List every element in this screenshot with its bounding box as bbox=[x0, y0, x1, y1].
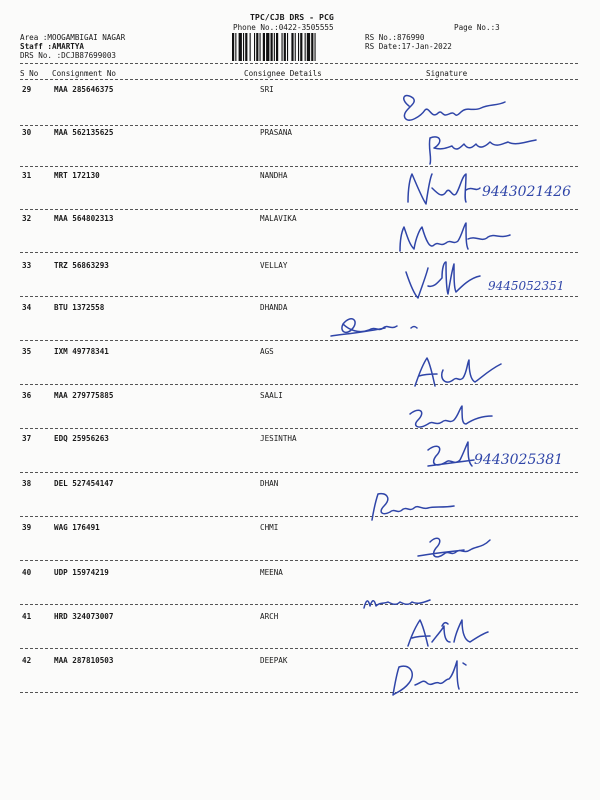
row-consignment: MAA 285646375 bbox=[54, 85, 114, 94]
barcode-bar bbox=[298, 33, 299, 61]
row-consignment: MAA 562135625 bbox=[54, 128, 114, 137]
row-consignee: SRI bbox=[260, 85, 274, 94]
barcode-bar bbox=[260, 33, 261, 61]
row-consignee: SAALI bbox=[260, 391, 283, 400]
barcode-bar bbox=[245, 33, 247, 61]
row-sno: 42 bbox=[22, 656, 32, 665]
barcode-bar bbox=[305, 33, 306, 61]
row-separator bbox=[20, 692, 578, 693]
barcode-bar bbox=[287, 33, 288, 61]
row-sno: 32 bbox=[22, 214, 32, 223]
page-number: Page No.:3 bbox=[454, 23, 500, 32]
signature-phone: 9445052351 bbox=[488, 279, 565, 293]
row-consignee: AGS bbox=[260, 347, 274, 356]
row-consignee: CHMI bbox=[260, 523, 279, 532]
row-sno: 39 bbox=[22, 523, 32, 532]
barcode-bar bbox=[235, 33, 236, 61]
row-sno: 37 bbox=[22, 434, 32, 443]
header-separator bbox=[20, 63, 578, 64]
row-sno: 34 bbox=[22, 303, 32, 312]
row-sno: 40 bbox=[22, 568, 32, 577]
barcode-bar bbox=[250, 33, 251, 61]
barcode-bar bbox=[254, 33, 255, 61]
signature-nandha bbox=[400, 168, 585, 212]
phone-number: Phone No.:0422-3505555 bbox=[233, 23, 334, 32]
signature-meena bbox=[358, 592, 448, 614]
barcode-bar bbox=[256, 33, 258, 61]
row-sno: 31 bbox=[22, 171, 32, 180]
row-consignment: IXM 49778341 bbox=[54, 347, 109, 356]
row-consignment: TRZ 56863293 bbox=[54, 261, 109, 270]
barcode-bar bbox=[307, 33, 310, 61]
col-consignee: Consignee Details bbox=[244, 69, 322, 78]
row-consignment: MRT 172130 bbox=[54, 171, 100, 180]
signature-chmi bbox=[410, 528, 500, 566]
row-consignee: JESINTHA bbox=[260, 434, 297, 443]
signature-phone: 9443021426 bbox=[482, 184, 572, 200]
col-sno: S No bbox=[20, 69, 39, 78]
staff-label: Staff :AMARTYA bbox=[20, 42, 85, 51]
barcode-bar bbox=[291, 33, 293, 61]
row-consignee: NANDHA bbox=[260, 171, 288, 180]
row-consignee: MALAVIKA bbox=[260, 214, 297, 223]
barcode-bar bbox=[282, 33, 283, 61]
row-consignment: EDQ 25956263 bbox=[54, 434, 109, 443]
barcode-bar bbox=[300, 33, 302, 61]
signature-vellay bbox=[398, 258, 583, 304]
row-separator bbox=[20, 604, 578, 605]
row-sno: 30 bbox=[22, 128, 32, 137]
barcode-bar bbox=[276, 33, 278, 61]
row-separator bbox=[20, 516, 578, 517]
table-row bbox=[0, 520, 600, 564]
col-signature: Signature bbox=[426, 69, 468, 78]
table-row bbox=[0, 653, 600, 697]
signature-dhanda bbox=[325, 302, 445, 346]
barcode-bar bbox=[274, 33, 275, 61]
rs-number: RS No.:876990 bbox=[365, 33, 425, 42]
row-sno: 36 bbox=[22, 391, 32, 400]
row-consignee: VELLAY bbox=[260, 261, 288, 270]
row-consignment: HRD 324073007 bbox=[54, 612, 114, 621]
signature-malavika bbox=[392, 215, 522, 259]
row-consignee: DHANDA bbox=[260, 303, 288, 312]
row-sno: 33 bbox=[22, 261, 32, 270]
barcode-bar bbox=[239, 33, 242, 61]
table-row bbox=[0, 300, 600, 344]
row-consignee: PRASANA bbox=[260, 128, 293, 137]
row-consignee: MEENA bbox=[260, 568, 283, 577]
barcode-bar bbox=[311, 33, 313, 61]
row-consignment: DEL 527454147 bbox=[54, 479, 114, 488]
signature-jesintha bbox=[418, 436, 598, 480]
row-consignment: BTU 1372558 bbox=[54, 303, 105, 312]
column-separator bbox=[20, 79, 578, 80]
row-sno: 41 bbox=[22, 612, 32, 621]
barcode-bar bbox=[266, 33, 269, 61]
row-separator bbox=[20, 166, 578, 167]
row-consignee: ARCH bbox=[260, 612, 279, 621]
signature-arch bbox=[398, 612, 498, 652]
row-sno: 29 bbox=[22, 85, 32, 94]
row-consignee: DEEPAK bbox=[260, 656, 288, 665]
signature-phone: 9443025381 bbox=[474, 452, 564, 468]
barcode bbox=[231, 33, 361, 61]
barcode-bar bbox=[315, 33, 316, 61]
row-consignment: MAA 564802313 bbox=[54, 214, 114, 223]
row-sno: 38 bbox=[22, 479, 32, 488]
signature-dhan bbox=[362, 486, 472, 526]
signature-saali bbox=[400, 398, 510, 434]
barcode-bar bbox=[271, 33, 273, 61]
row-separator bbox=[20, 340, 578, 341]
signature-sri bbox=[395, 88, 515, 128]
row-consignment: WAG 176491 bbox=[54, 523, 100, 532]
row-consignee: DHAN bbox=[260, 479, 279, 488]
table-row bbox=[0, 476, 600, 520]
signature-ags bbox=[405, 350, 525, 392]
signature-deepak bbox=[385, 655, 475, 703]
barcode-bar bbox=[284, 33, 286, 61]
table-row bbox=[0, 388, 600, 432]
table-row bbox=[0, 609, 600, 653]
row-sno: 35 bbox=[22, 347, 32, 356]
drs-number: DRS No. :DCJB87699003 bbox=[20, 51, 117, 60]
col-consignment: Consignment No bbox=[52, 69, 117, 78]
document-title: TPC/CJB DRS - PCG bbox=[250, 12, 334, 22]
area-label: Area :MOOGAMBIGAI NAGAR bbox=[20, 33, 126, 42]
table-row bbox=[0, 565, 600, 609]
barcode-bar bbox=[295, 33, 296, 61]
row-consignment: MAA 287810503 bbox=[54, 656, 114, 665]
barcode-bar bbox=[232, 33, 234, 61]
barcode-bar bbox=[263, 33, 265, 61]
row-consignment: MAA 279775885 bbox=[54, 391, 114, 400]
barcode-bar bbox=[243, 33, 244, 61]
signature-prasana bbox=[420, 130, 550, 166]
row-consignment: UDP 15974219 bbox=[54, 568, 109, 577]
rs-date: RS Date:17-Jan-2022 bbox=[365, 42, 452, 51]
